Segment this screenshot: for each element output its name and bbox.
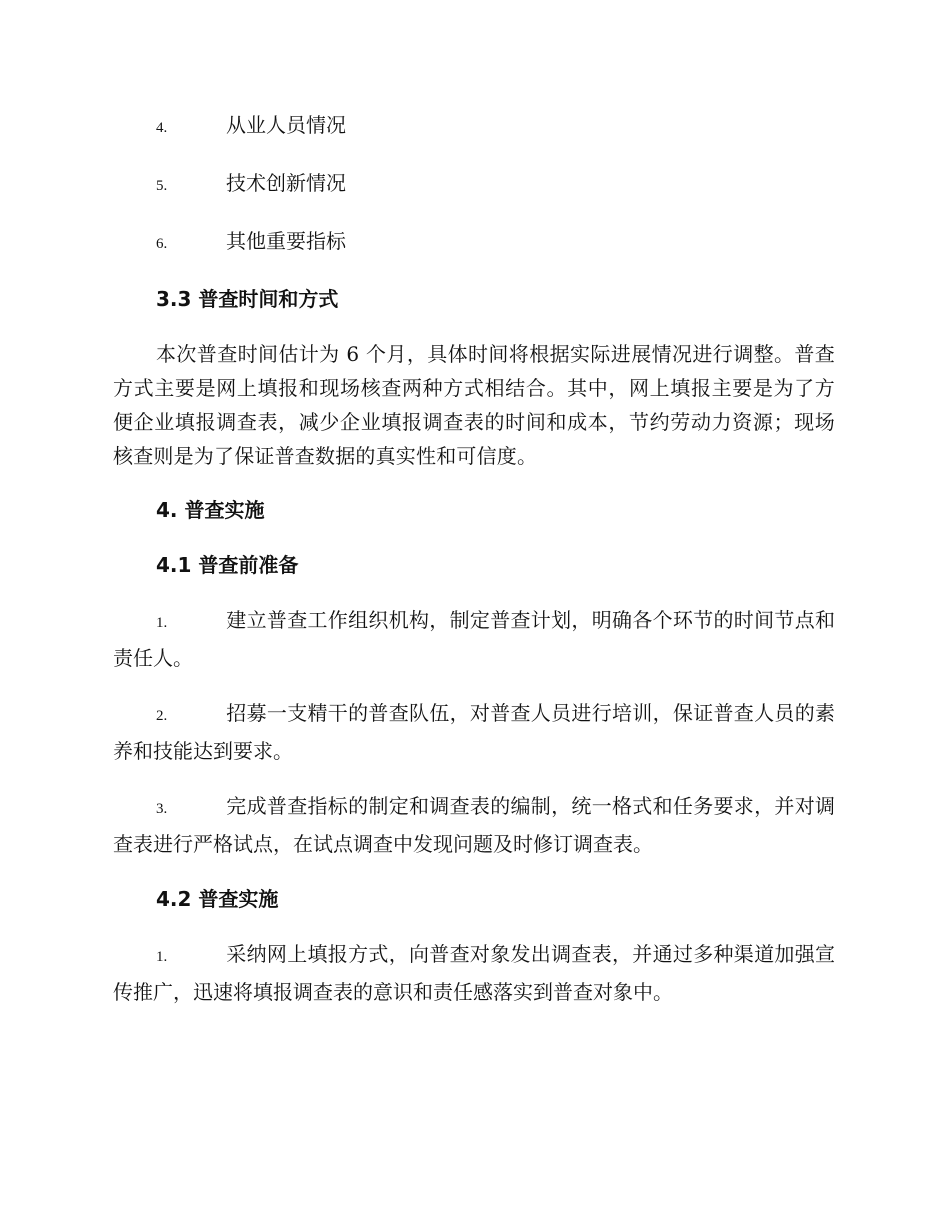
section-heading-4: 4. 普查实施 [156, 498, 265, 522]
list-item-text: 技术创新情况 [226, 171, 346, 195]
list-item-text: 从业人员情况 [226, 113, 346, 137]
list-item-number: 3. [156, 801, 168, 817]
document-body [113, 108, 835, 1030]
list-item [113, 224, 835, 262]
list-item-number: 6. [156, 236, 168, 252]
section-heading-4-2: 4.2 普查实施 [156, 887, 279, 911]
list-item-number: 1. [156, 615, 168, 631]
list-item-number: 2. [156, 708, 168, 724]
list-item [113, 937, 835, 1010]
list-item [113, 603, 835, 676]
section-3-3-paragraph: 本次普查时间估计为 6 个月，具体时间将根据实际进展情况进行调整。普查方式主要是网上填报和现场核查两种方式相结合。其中，网上填报主要是为了方便企业填报调查表，减少企业填报调查表的时间和成本，节约劳动力资源；现场核查则是为了保证普查数据的真实性和可信度。 [113, 342, 835, 468]
list-item [113, 789, 835, 862]
section-heading-3-3: 3.3 普查时间和方式 [156, 287, 339, 311]
list-item-text: 采纳网上填报方式，向普查对象发出调查表，并通过多种渠道加强宣传推广，迅速将填报调查表的意识和责任感落实到普查对象中。 [113, 942, 835, 1004]
list-item [113, 696, 835, 769]
list-item-number: 5. [156, 178, 168, 194]
list-item-text: 其他重要指标 [226, 229, 346, 253]
list-item [113, 108, 835, 146]
list-item-text: 完成普查指标的制定和调查表的编制，统一格式和任务要求，并对调查表进行严格试点，在试点调查中发现问题及时修订调查表。 [113, 794, 835, 856]
list-item-number: 1. [156, 949, 168, 965]
section-heading-4-1: 4.1 普查前准备 [156, 553, 299, 577]
list-item [113, 166, 835, 204]
list-item-text: 招募一支精干的普查队伍，对普查人员进行培训，保证普查人员的素养和技能达到要求。 [113, 701, 835, 763]
list-item-number: 4. [156, 120, 168, 136]
list-item-text: 建立普查工作组织机构，制定普查计划，明确各个环节的时间节点和责任人。 [113, 608, 835, 670]
